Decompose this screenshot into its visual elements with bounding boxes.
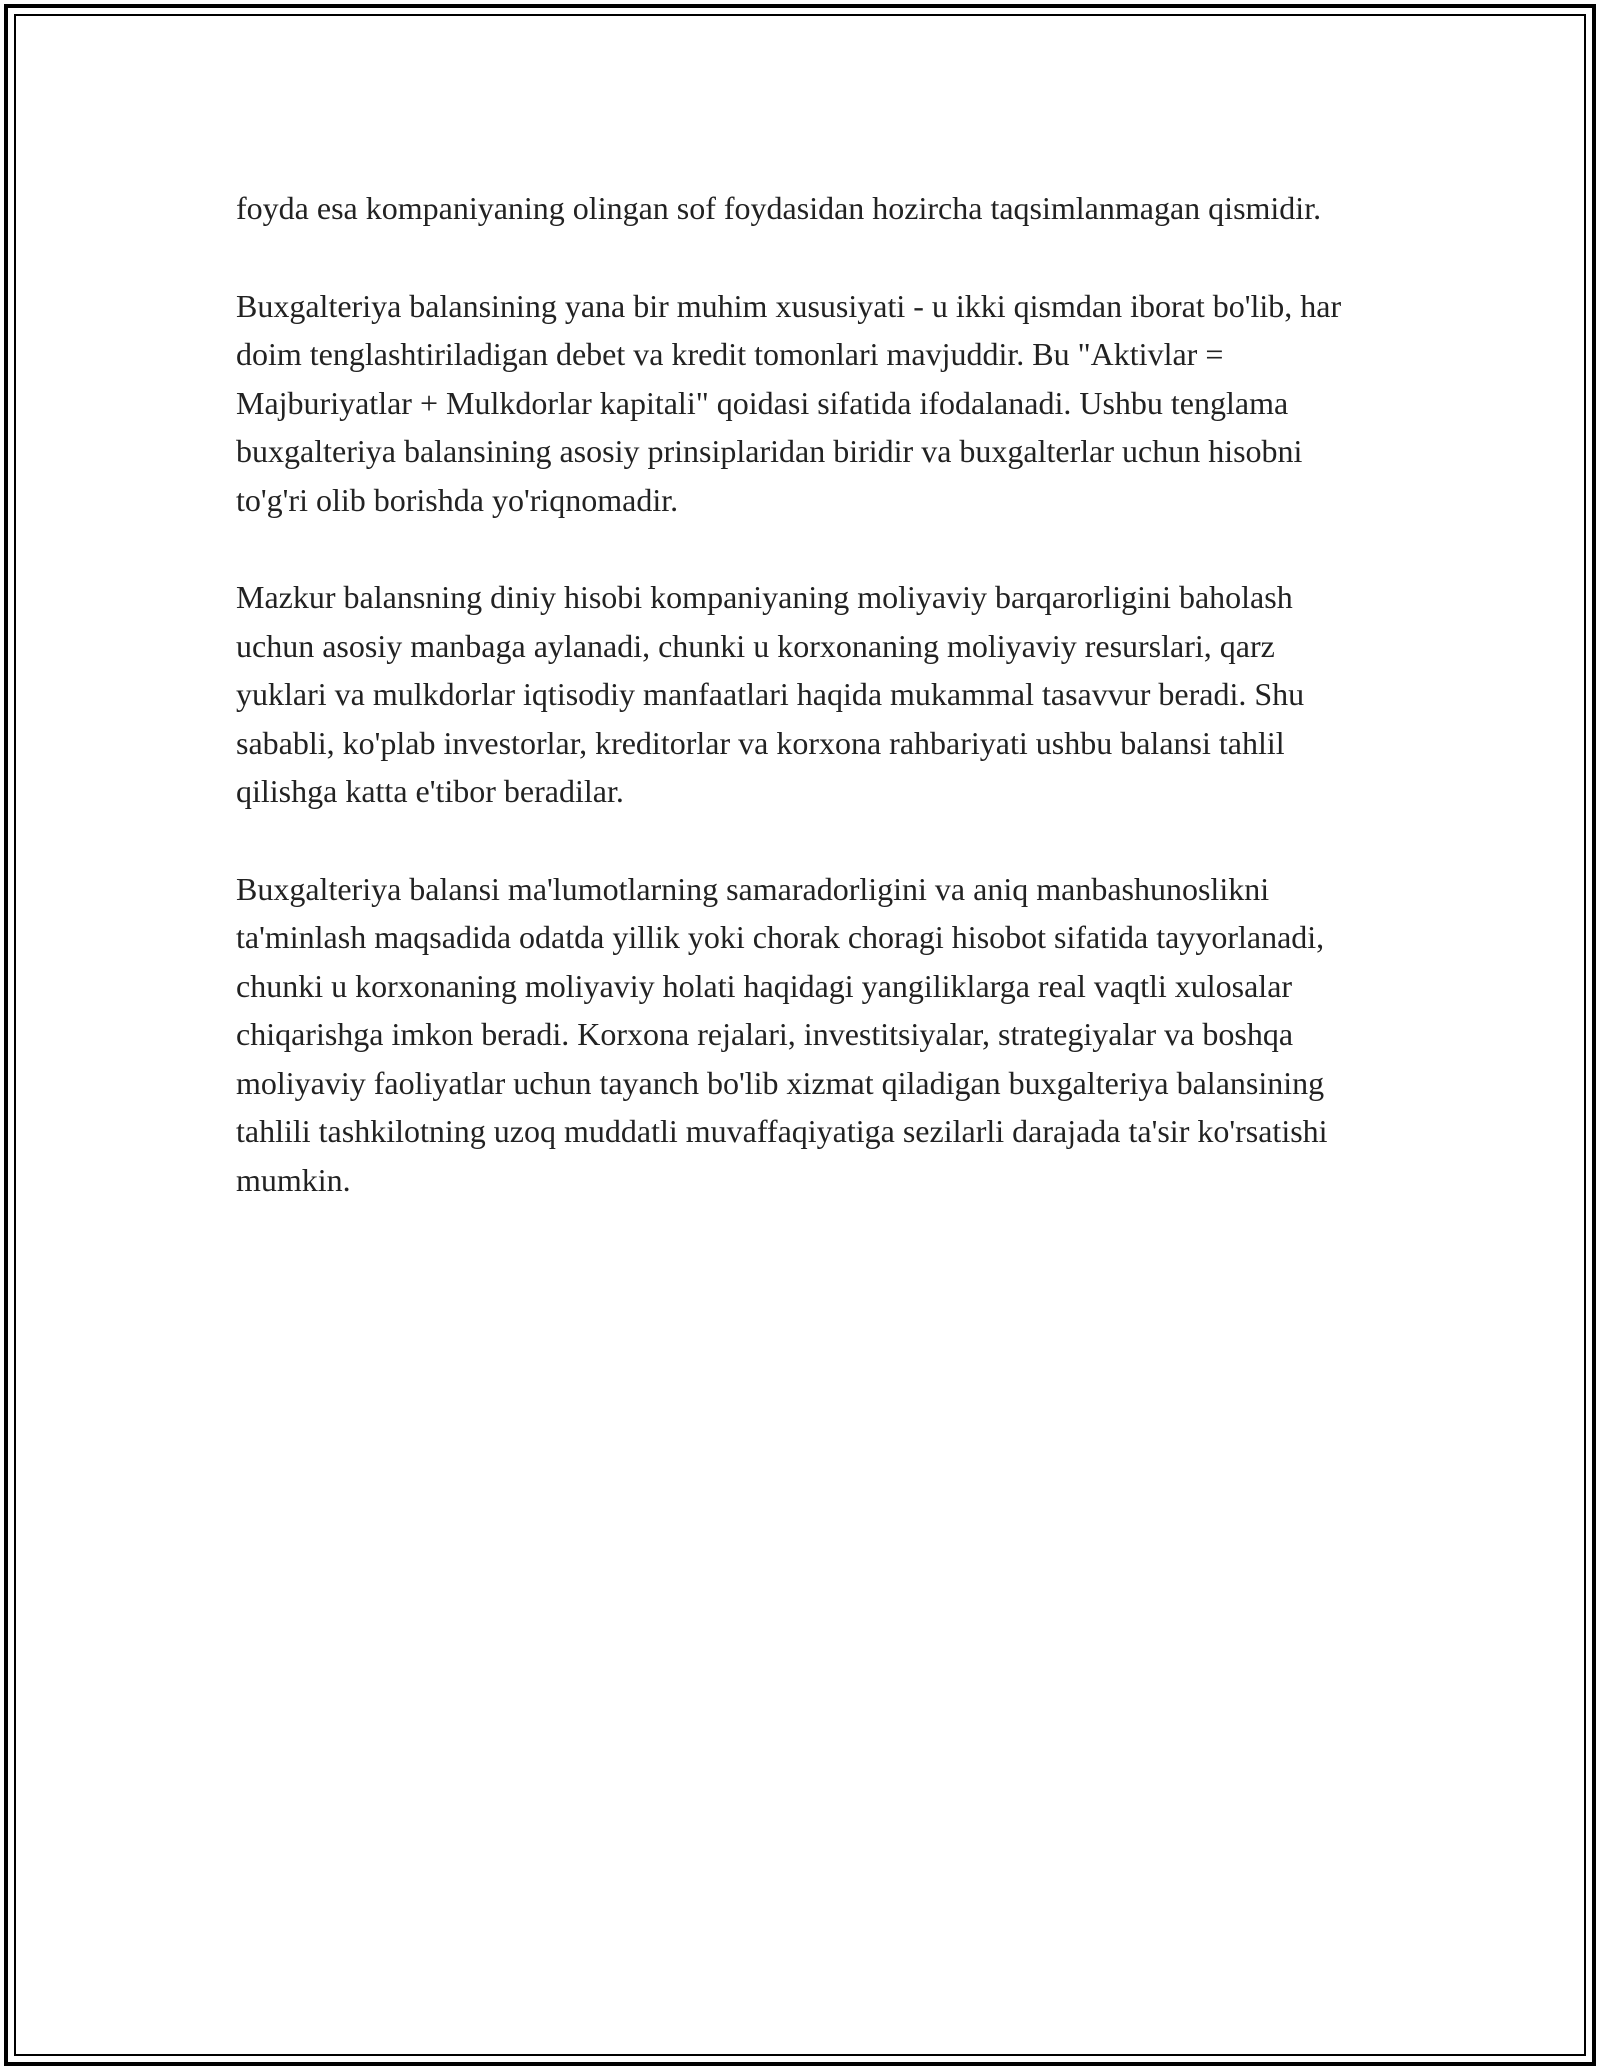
- paragraph-3: Mazkur balansning diniy hisobi kompaniyaning moliyaviy barqarorligini baholash uchun asosiy manbaga aylanadi, chunki u korxonaning moliyaviy resurslari, qarz yuklari va mulkdorlar iqtisodiy manfaatlari haqida mukammal tasavvur beradi. Shu sababli, ko'plab investorlar, kreditorlar va korxona rahbariyati ushbu balansi tahlil qilishga katta e'tibor beradilar.: [236, 579, 1305, 809]
- document-body: [236, 184, 1366, 1253]
- paragraph-1: foyda esa kompaniyaning olingan sof foydasidan hozircha taqsimlanmagan qismidir.: [236, 190, 1322, 226]
- paragraph-4: Buxgalteriya balansi ma'lumotlarning samaradorligini va aniq manbashunoslikni ta'minlash maqsadida odatda yillik yoki chorak choragi hisobot sifatida tayyorlanadi, chunki u korxonaning moliyaviy holati haqidagi yangiliklarga real vaqtli xulosalar chiqarishga imkon beradi. Korxona rejalari, investitsiyalar, strategiyalar va boshqa moliyaviy faoliyatlar uchun tayanch bo'lib xizmat qiladigan buxgalteriya balansining tahlili tashkilotning uzoq muddatli muvaffaqiyatiga sezilarli darajada ta'sir ko'rsatishi mumkin.: [236, 870, 1328, 1198]
- paragraph-2: Buxgalteriya balansining yana bir muhim xususiyati - u ikki qismdan iborat bo'lib, har doim tenglashtiriladigan debet va kredit tomonlari mavjuddir. Bu "Aktivlar = Majburiyatlar + Mulkdorlar kapitali" qoidasi sifatida ifodalanadi. Ushbu tenglama buxgalteriya balansining asosiy prinsiplaridan biridir va buxgalterlar uchun hisobni to'g'ri olib borishda yo'riqnomadir.: [236, 287, 1342, 518]
